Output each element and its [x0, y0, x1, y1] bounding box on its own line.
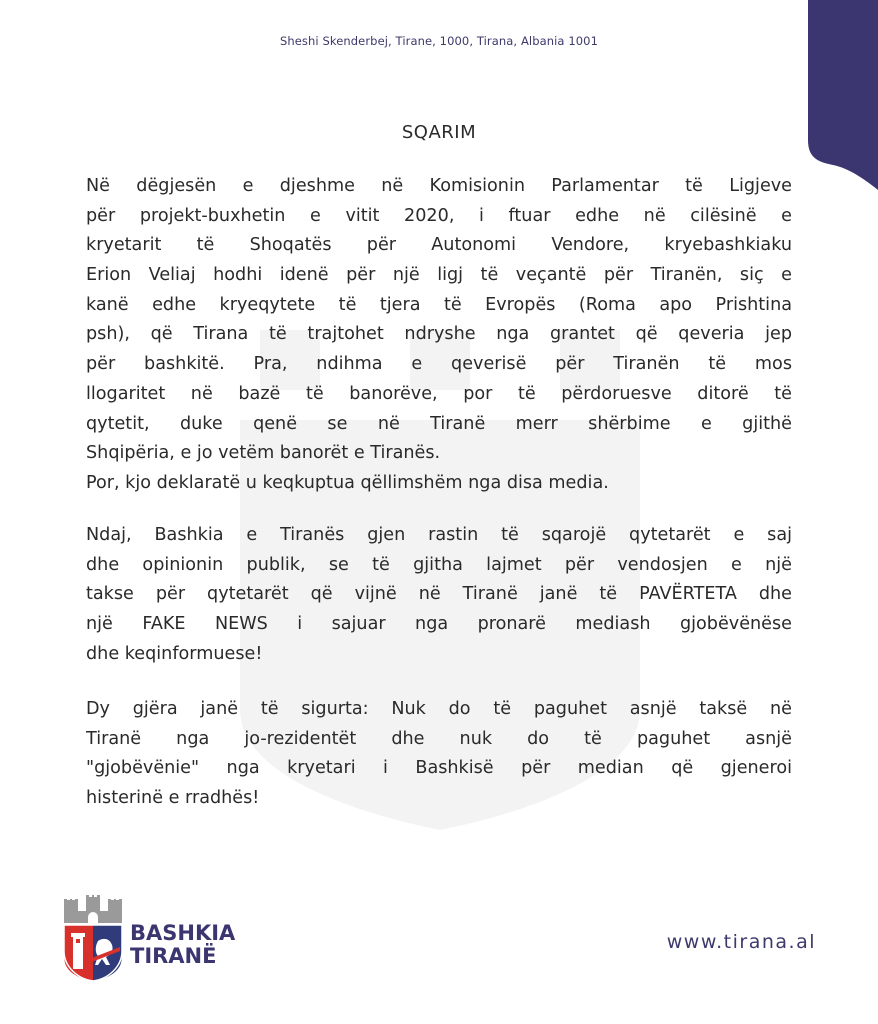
- text-line: "gjobëvënie" nga kryetari i Bashkisë për median që gjeneroi: [86, 758, 792, 779]
- text-line: Erion Veliaj hodhi idenë për një ligj të veçantë për Tiranën, siç e: [86, 265, 792, 286]
- text-line: qytetit, duke qenë se në Tiranë merr shërbime e gjithë: [86, 413, 792, 434]
- text-line: llogaritet në bazë të banorëve, por të përdoruesve ditorë të: [86, 383, 792, 404]
- header-address: Sheshi Skenderbej, Tirane, 1000, Tirana, Albania 1001: [279, 34, 599, 48]
- paragraph-2: [86, 521, 792, 669]
- tirana-coat-of-arms-icon: [62, 895, 124, 983]
- text-line: histerinë e rradhës!: [86, 788, 260, 809]
- brand-line-1: BASHKIA: [130, 921, 236, 945]
- text-line: Në dëgjesën e djeshme në Komisionin Parlamentar të Ligjeve: [86, 176, 792, 196]
- text-line: Por, kjo deklaratë u keqkuptua qëllimshëm nga disa media.: [86, 472, 609, 493]
- text-line: kryetarit të Shoqatës për Autonomi Vendore, kryebashkiaku: [86, 235, 792, 256]
- text-line: Tiranë nga jo-rezidentët dhe nuk do të paguhet asnjë: [86, 728, 792, 749]
- corner-decoration: [808, 0, 878, 190]
- paragraph-3: [86, 695, 792, 814]
- text-line: Shqipëria, e jo vetëm banorët e Tiranës.: [86, 443, 441, 464]
- text-line: dhe opinionin publik, se të gjitha lajmet për vendosjen e një: [86, 554, 792, 575]
- paragraph-1: [86, 172, 792, 499]
- text-line: Ndaj, Bashkia e Tiranës gjen rastin të sqarojë qytetarët e saj: [86, 525, 792, 545]
- document-title: SQARIM: [401, 122, 477, 143]
- brand-name: [130, 922, 235, 968]
- text-line: për projekt-buxhetin e vitit 2020, i ftuar edhe në cilësinë e: [86, 205, 792, 226]
- website-link[interactable]: www.tirana.al: [666, 931, 816, 953]
- text-line: psh), që Tirana të trajtohet ndryshe nga grantet që qeveria jep: [86, 324, 792, 345]
- text-line: kanë edhe kryeqytete të tjera të Evropës (Roma apo Prishtina: [86, 294, 792, 315]
- text-line: Dy gjëra janë të sigurta: Nuk do të paguhet asnjë taksë në: [86, 699, 792, 719]
- brand-line-2: TIRANË: [130, 944, 217, 968]
- text-line: për bashkitë. Pra, ndihma e qeverisë për Tiranën të mos: [86, 354, 792, 375]
- text-line: dhe keqinformuese!: [86, 643, 263, 664]
- text-line: një FAKE NEWS i sajuar nga pronarë mediash gjobëvënëse: [86, 614, 792, 635]
- text-line: takse për qytetarët që vijnë në Tiranë janë të PAVËRTETA dhe: [86, 584, 792, 605]
